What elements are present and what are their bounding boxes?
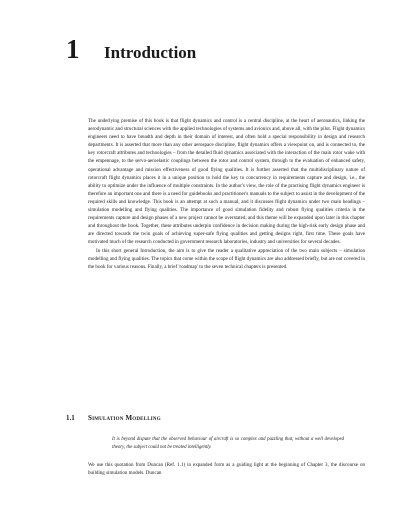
intro-body xyxy=(88,117,365,271)
chapter-heading xyxy=(66,34,196,65)
section-number: 1.1 xyxy=(66,414,75,422)
chapter-number: 1 xyxy=(66,34,80,64)
epigraph-quote: It is beyond dispute that the observed behaviour of aircraft is so complex and puzzling that, without a well developed theory, the subject could not be treated intelligently. xyxy=(112,437,344,450)
section-title: Simulation Modelling xyxy=(88,414,161,422)
chapter-title: Introduction xyxy=(104,43,197,62)
intro-paragraph-2: In this short general Introduction, the aim is to give the reader a qualitative appreciation of the two main subjects – simulation modelling and flying qualities. The topics that come within the scope of flight dynamics are also addressed briefly, but are not covered in the book for various reasons. Finally, a brief 'roadmap' to the seven technical chapters is presented. xyxy=(88,247,365,270)
intro-paragraph-1: The underlying premise of this book is that flight dynamics and control is a central discipline, at the heart of aeronautics, linking the aerodynamic and structural sciences with the applied technologies of systems and avionics and, above all, with the pilot. Flight dynamics engineers need to have breadth and depth in their domain of interest, and often hold a special responsibility in design and research departments. It is asserted that more than any other aerospace discipline, flight dynamics offers a viewpoint on, and is connected to, the key rotorcraft attributes and technologies – from the detailed fluid dynamics associated with the interaction of the main rotor wake with the empennage, to the servo-aeroelastic couplings between the rotor and control system, through to the evaluation of enhanced safety, operational advantage and mission effectiveness of good flying qualities. It is further asserted that the multidisciplinary nature of rotorcraft flight dynamics places it in a unique position to hold the key to concurrency in requirements capture and design, i.e., the ability to optimize under the influence of multiple constraints. In the author's view, the role of the practising flight dynamics engineer is therefore an important one and there is a need for guidebooks and practitioner's manuals to the subject to assist in the development of the required skills and knowledge. This book is an attempt at such a manual, and it discusses flight dynamics under two main headings – simulation modelling and flying qualities. The importance of good simulation fidelity and robust flying qualities criteria in the requirements capture and design phases of a new project cannot be overstated, and this theme will be expanded upon later in this chapter and throughout the book. Together, these attributes underpin confidence in decision making during the high-risk early design phase and are directed towards the twin goals of achieving super-safe flying qualities and getting designs right, first time. These goals have motivated much of the research conducted in government research laboratories, industry and universities for several decades. xyxy=(88,118,365,246)
section-paragraph: We use this quotation from Duncan (Ref. 1.1) in expanded form as a guiding light at the beginning of Chapter 3, the discourse on building simulation models. Duncan xyxy=(88,462,365,477)
section-heading xyxy=(66,414,161,422)
